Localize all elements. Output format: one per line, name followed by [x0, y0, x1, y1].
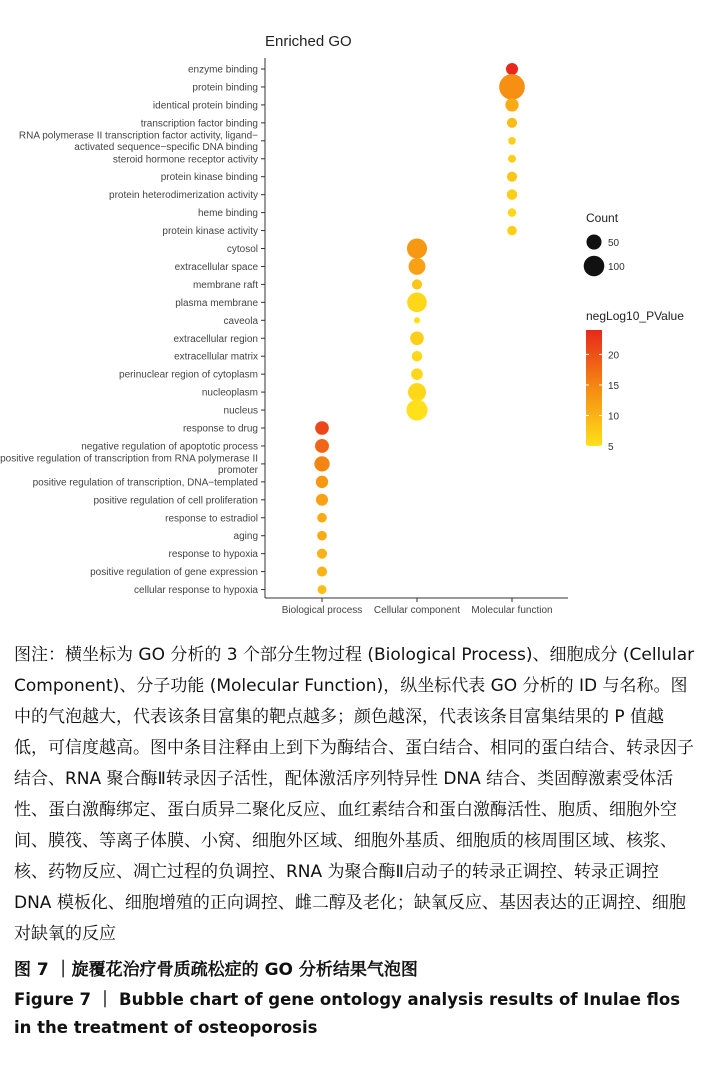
- x-tick-group: [282, 598, 553, 616]
- y-tick-group: [0, 65, 265, 597]
- y-tick-label: extracellular space: [174, 261, 258, 273]
- bubble-point: [316, 494, 328, 506]
- bubble-point: [507, 226, 517, 236]
- y-tick-label: positive regulation of gene expression: [90, 567, 258, 579]
- y-tick-label: heme binding: [197, 208, 258, 220]
- y-tick-label-line: promoter: [217, 465, 258, 477]
- bubble-point: [408, 383, 426, 401]
- y-tick-label: aging: [233, 531, 258, 543]
- size-legend-dot: [586, 234, 601, 249]
- bubble-point: [318, 585, 327, 594]
- bubble-point: [315, 421, 329, 435]
- y-tick-label-line: positive regulation of transcription from RNA polymerase II: [0, 453, 258, 465]
- size-legend-label: 100: [608, 262, 625, 273]
- color-legend-label: 15: [608, 380, 620, 392]
- y-tick-label: [19, 131, 258, 154]
- bubble-point: [316, 476, 328, 488]
- y-tick-label-line: RNA polymerase II transcription factor activity, ligand−: [18, 130, 258, 142]
- bubble-point: [407, 238, 427, 258]
- y-tick-label: nucleus: [223, 405, 258, 417]
- bubble-point: [410, 331, 424, 345]
- y-tick-label: positive regulation of transcription, DNA−templated: [32, 477, 258, 489]
- size-legend-dot: [584, 256, 605, 277]
- x-tick-label: Molecular function: [471, 605, 553, 616]
- color-legend-bar: [586, 330, 602, 446]
- bubble-point: [406, 400, 427, 421]
- bubble-point: [507, 172, 517, 182]
- y-tick-label: cytosol: [226, 244, 258, 255]
- color-legend-title: negLog10_PValue: [586, 309, 684, 323]
- size-legend-label: 50: [608, 238, 620, 249]
- y-tick-label: membrane raft: [192, 279, 258, 291]
- y-tick-label: identical protein binding: [152, 100, 258, 112]
- y-tick-label: transcription factor binding: [140, 118, 258, 130]
- plot-axes: [265, 58, 568, 598]
- bubble-point: [409, 258, 426, 275]
- bubble-point: [508, 155, 516, 163]
- y-tick-label: perinuclear region of cytoplasm: [119, 369, 258, 381]
- y-tick-label: protein heterodimerization activity: [109, 190, 258, 202]
- y-tick-label: steroid hormone receptor activity: [112, 154, 258, 166]
- y-tick-label: extracellular matrix: [174, 351, 258, 363]
- y-tick-label: negative regulation of apoptotic process: [81, 441, 258, 453]
- bubble-point: [508, 137, 516, 145]
- bubble-point: [505, 98, 518, 111]
- caption-note: 图注：横坐标为 GO 分析的 3 个部分生物过程 (Biological Process)、细胞成分 (Cellular Component)、分子功能 (Molecular Function)，纵坐标代表 GO 分析的 ID 与名称。图中的气泡越大，代表该条目富集的靶点越多；颜色越深，代表该条目富集结果的 P 值越低，可信度越高。图中条目注释由上到下为酶结合、蛋白结合、相同的蛋白结合、转录因子结合、RNA 聚合酶Ⅱ转录因子活性，配体激活序列特异性 DNA 结合、类固醇激素受体活性、蛋白激酶绑定、蛋白质异二聚化反应、血红素结合和蛋白激酶活性、胞质、细胞外空间、膜筏、等离子体膜、小窝、细胞外区域、细胞外基质、细胞质的核周围区域、核浆、核、药物反应、凋亡过程的负调控、RNA 为聚合酶Ⅱ启动子的转录正调控、转录正调控 DNA 模板化、细胞增殖的正向调控、雌二醇及老化；缺氧反应、基因表达的正调控、细胞对缺氧的反应: [14, 645, 695, 944]
- bubble-point: [411, 368, 423, 380]
- y-tick-label: response to drug: [182, 423, 258, 435]
- bubble-point: [315, 439, 329, 453]
- bubble-point: [507, 118, 517, 128]
- y-tick-label: extracellular region: [173, 333, 258, 345]
- y-tick-label: response to hypoxia: [168, 549, 258, 561]
- y-tick-label: protein kinase binding: [160, 172, 258, 184]
- color-legend-label: 5: [608, 442, 614, 453]
- figure-caption: [14, 640, 698, 1042]
- color-legend: [586, 309, 684, 453]
- size-legend: [584, 211, 625, 276]
- y-tick-label: enzyme binding: [187, 64, 258, 76]
- bubble-point: [317, 549, 327, 559]
- y-tick-label: positive regulation of cell proliferation: [93, 495, 258, 507]
- bubble-group: [314, 63, 524, 594]
- color-legend-label: 10: [608, 411, 620, 423]
- y-tick-label-line: activated sequence−specific DNA binding: [74, 142, 258, 154]
- y-tick-label: response to estradiol: [165, 513, 258, 525]
- caption-title-english: Figure 7 ｜ Bubble chart of gene ontology analysis results of Inulae flos in the treatment of osteoporosis: [14, 990, 681, 1037]
- y-tick-label: caveola: [223, 315, 258, 327]
- y-tick-label: nucleoplasm: [201, 387, 258, 399]
- bubble-point: [314, 456, 329, 471]
- color-legend-label: 20: [608, 350, 620, 362]
- bubble-point: [506, 63, 518, 75]
- bubble-point: [412, 279, 422, 289]
- y-tick-label: plasma membrane: [175, 297, 258, 309]
- y-tick-label: [0, 454, 259, 477]
- bubble-point: [508, 208, 516, 216]
- bubble-point: [507, 189, 518, 200]
- x-tick-label: Biological process: [281, 605, 363, 616]
- bubble-point: [499, 74, 525, 100]
- bubble-point: [412, 351, 423, 362]
- y-tick-label: cellular response to hypoxia: [134, 585, 258, 597]
- x-tick-label: Cellular component: [373, 605, 461, 616]
- bubble-point: [407, 293, 427, 313]
- bubble-point: [317, 513, 327, 523]
- y-tick-label: protein kinase activity: [162, 226, 258, 238]
- y-tick-label: protein binding: [192, 82, 258, 94]
- bubble-point: [317, 567, 327, 577]
- chart-title: Enriched GO: [265, 33, 352, 50]
- caption-title-chinese: 图 7 ｜旋覆花治疗骨质疏松症的 GO 分析结果气泡图: [14, 960, 418, 980]
- bubble-point: [317, 531, 327, 541]
- size-legend-title: Count: [586, 211, 619, 225]
- bubble-point: [414, 317, 420, 323]
